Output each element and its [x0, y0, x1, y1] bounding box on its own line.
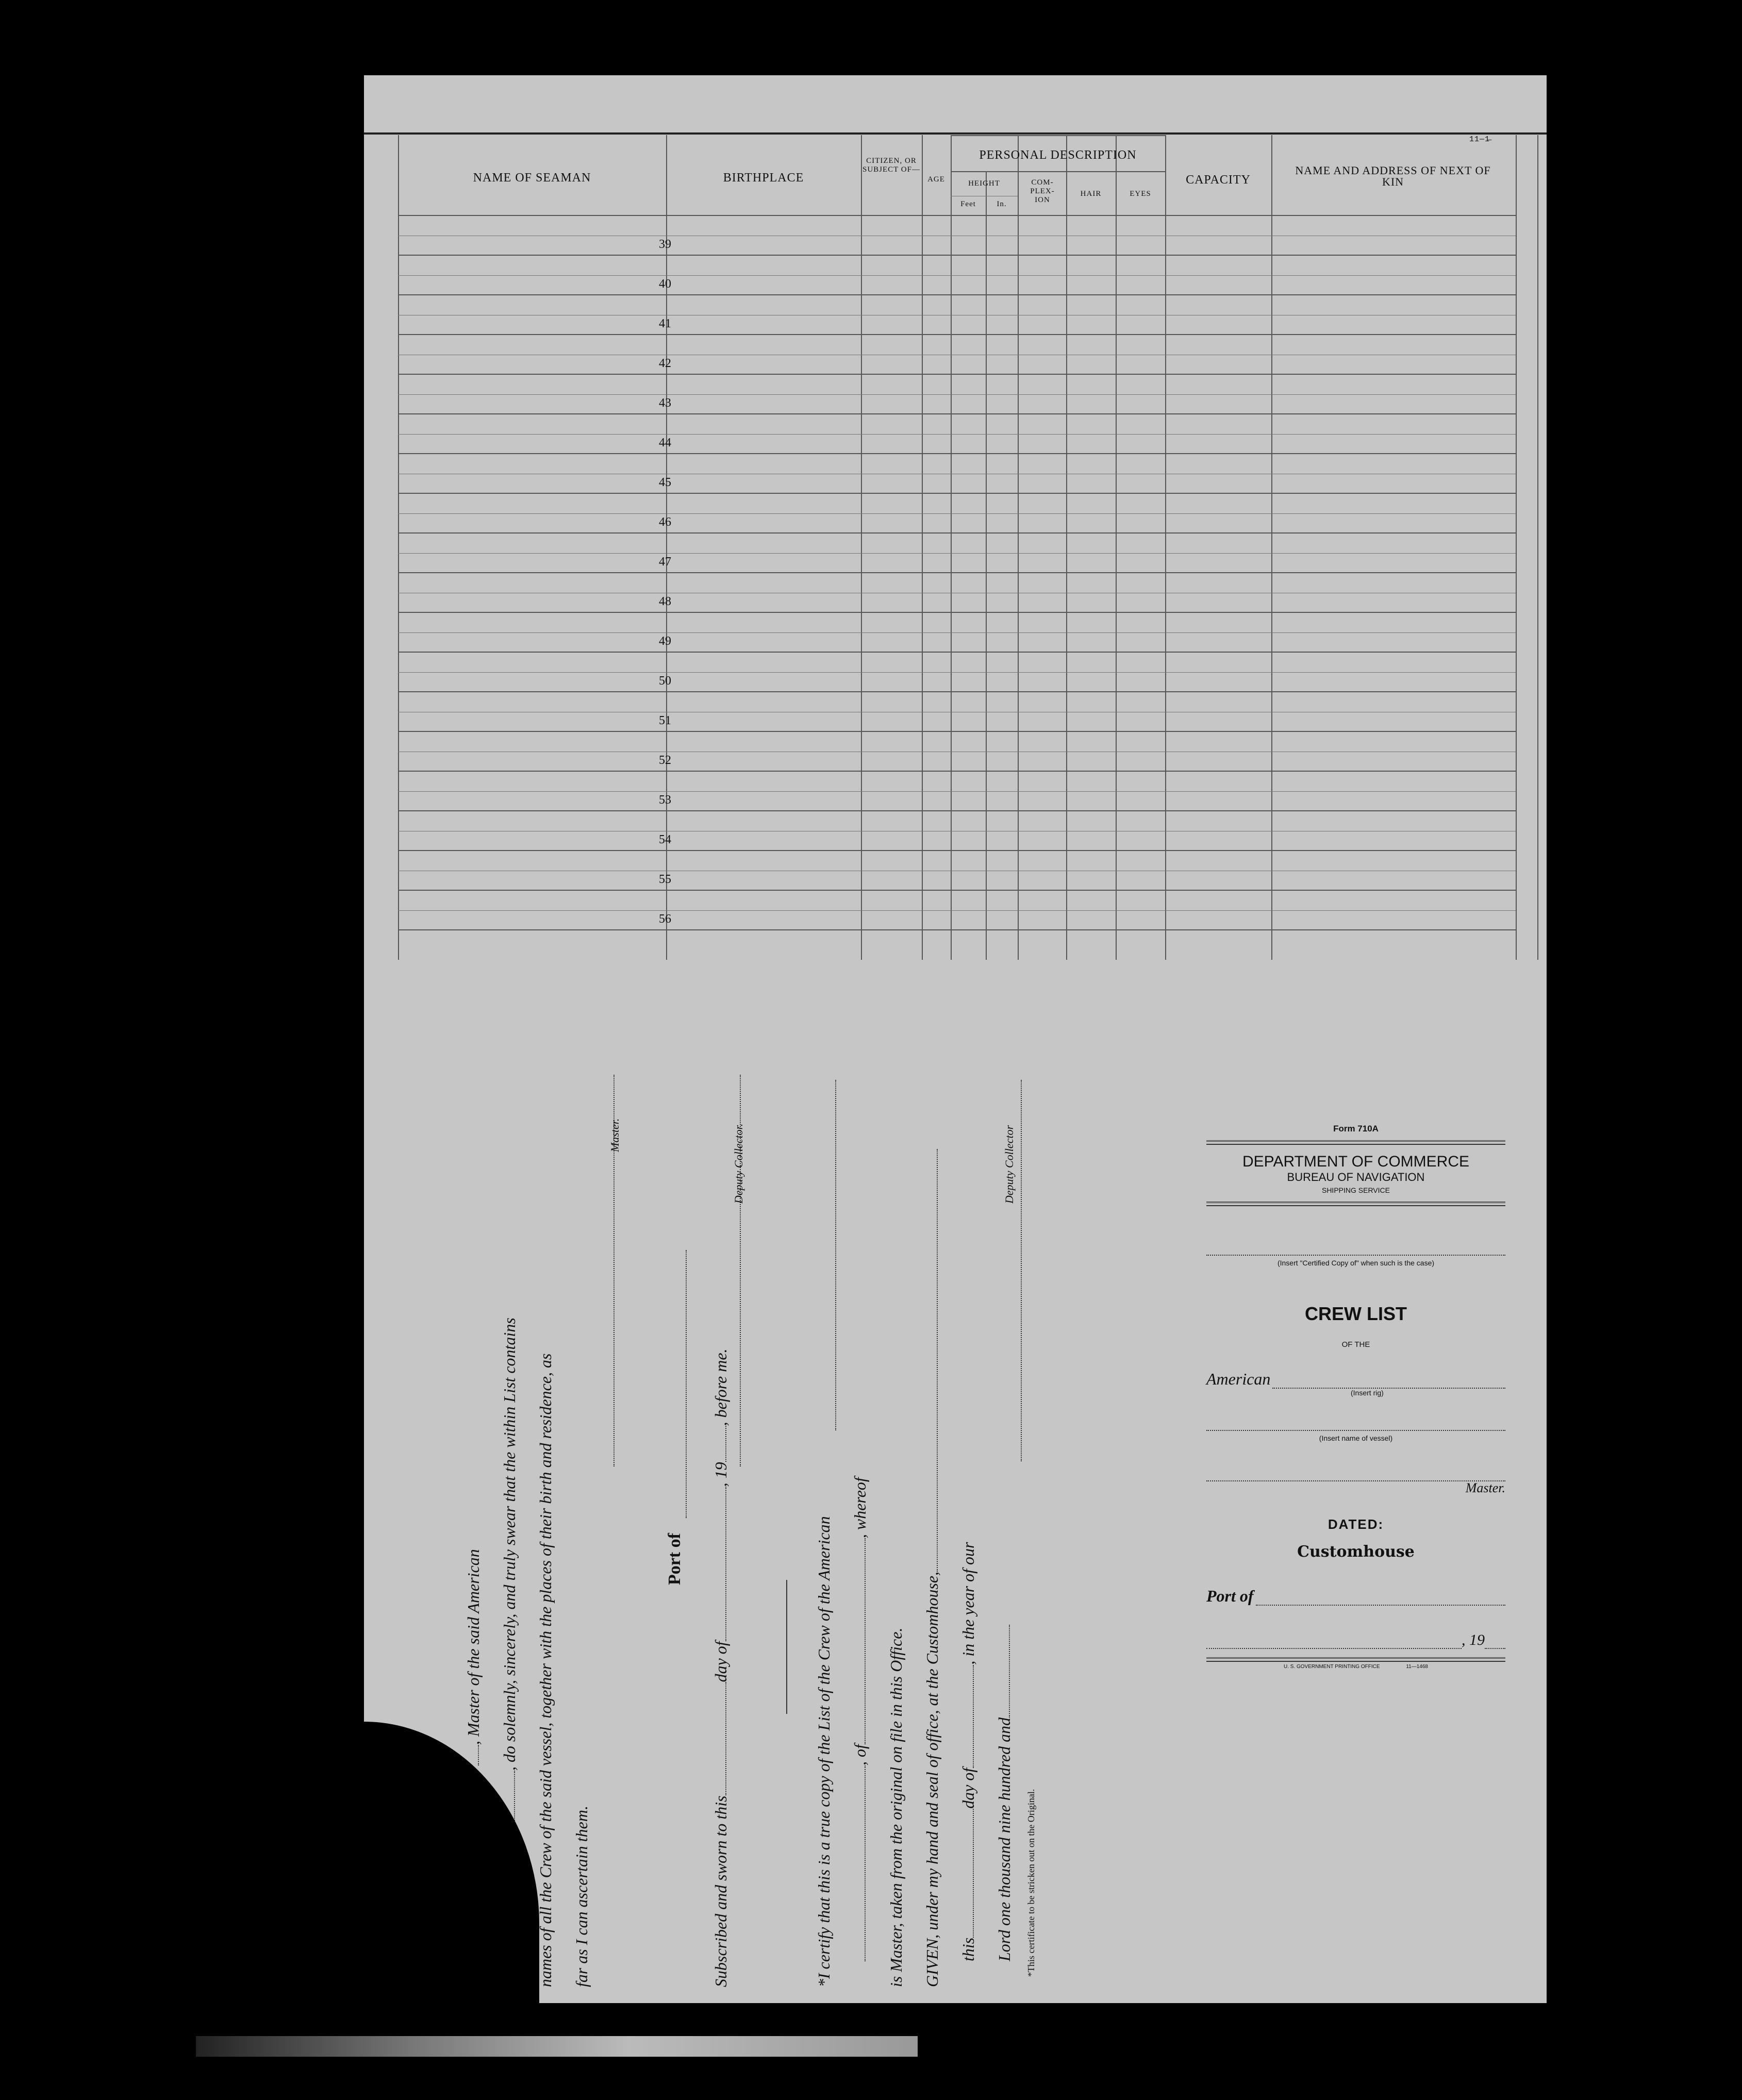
row-number: 40 — [659, 277, 671, 291]
header-inches: In. — [997, 200, 1007, 208]
table-row — [398, 691, 1516, 692]
table-row — [398, 652, 1516, 653]
table-row — [398, 572, 1516, 573]
nineteen-text: , 19 — [711, 1462, 730, 1487]
crew-list-title: CREW LIST — [1305, 1303, 1407, 1324]
cover-panel — [1206, 1124, 1505, 1670]
bottom-double-rule — [1206, 1657, 1505, 1662]
is-master-line: is Master, taken from the original on file in this Office. — [887, 1627, 905, 1987]
subscribed-line — [711, 1348, 731, 1987]
header-citizen: CITIZEN, OR SUBJECT OF— — [862, 157, 920, 174]
date-row — [1206, 1631, 1505, 1649]
deputy-collector-label: Deputy Collector. — [732, 1123, 745, 1204]
header-age: AGE — [927, 175, 945, 184]
table-row — [398, 771, 1516, 772]
header-name-of-seaman: NAME OF SEAMAN — [473, 171, 591, 185]
whereof-text: , whereof — [851, 1477, 869, 1539]
before-me-text: , before me. — [711, 1348, 730, 1426]
deputy-signature-line-2 — [1021, 1080, 1022, 1461]
row-divider — [398, 434, 1516, 435]
row-number: 42 — [659, 357, 671, 370]
insert-vessel-note: (Insert name of vessel) — [1319, 1434, 1393, 1442]
table-row — [398, 294, 1516, 295]
row-divider — [398, 394, 1516, 395]
american-row — [1206, 1370, 1505, 1389]
bureau-title: BUREAU OF NAVIGATION — [1287, 1171, 1425, 1184]
table-row — [398, 532, 1516, 534]
row-number: 50 — [659, 674, 671, 688]
printer-line — [1206, 1664, 1505, 1670]
header-complexion: COM- PLEX- ION — [1030, 178, 1055, 204]
lord-line — [995, 1625, 1014, 1961]
header-feet: Feet — [960, 200, 976, 208]
lord-text: Lord one thousand nine hundred and — [995, 1717, 1014, 1961]
this-text: this — [959, 1937, 977, 1961]
of-line — [851, 1477, 870, 1961]
row-divider — [398, 791, 1516, 792]
table-row — [398, 929, 1516, 930]
oath-text-swear: , do solemnly, sincerely, and truly swear that the within List contains — [500, 1318, 519, 1771]
header-birthplace: BIRTHPLACE — [723, 171, 804, 185]
form-number: Form 710A — [1333, 1124, 1379, 1134]
certify-line: *I certify that this is a true copy of the List of the Crew of the American — [815, 1516, 833, 1987]
row-number: 44 — [659, 436, 671, 449]
oath-line-3: names of all the Crew of the said vessel, together with the places of their birth and residence, as — [536, 1353, 555, 1987]
port-of-line — [686, 1250, 687, 1518]
row-divider — [398, 553, 1516, 554]
header-eyes: EYES — [1130, 190, 1151, 198]
customhouse-label: Customhouse — [1297, 1543, 1415, 1561]
separator-rule — [786, 1580, 787, 1714]
port-of-label-cover: Port of — [1206, 1587, 1254, 1605]
subscribed-text: Subscribed and sworn to this — [711, 1795, 730, 1987]
table-row — [398, 810, 1516, 811]
department-title: DEPARTMENT OF COMMERCE — [1242, 1153, 1470, 1170]
oath-text-master-of: , Master of the said American — [464, 1549, 483, 1745]
american-label: American — [1206, 1370, 1271, 1388]
row-number: 41 — [659, 317, 671, 330]
top-double-rule — [1206, 1140, 1505, 1145]
top-rule — [364, 132, 1547, 135]
vessel-name-line — [1206, 1428, 1505, 1431]
of-the-label: OF THE — [1341, 1340, 1370, 1349]
header-personal-description: PERSONAL DESCRIPTION — [979, 148, 1137, 162]
row-number: 45 — [659, 476, 671, 489]
row-divider — [398, 513, 1516, 514]
table-row — [398, 612, 1516, 613]
this-day-line — [959, 1542, 978, 1961]
row-divider — [398, 672, 1516, 673]
table-row — [398, 413, 1516, 414]
row-number: 56 — [659, 912, 671, 926]
nineteen-label-cover: , 19 — [1462, 1631, 1485, 1648]
table-row — [398, 255, 1516, 256]
certified-copy-line — [1206, 1253, 1505, 1256]
given-text: GIVEN, under my hand and seal of office, at the Customhouse, — [923, 1571, 941, 1987]
row-number: 43 — [659, 396, 671, 410]
header-next-of-kin: NAME AND ADDRESS OF NEXT OF KIN — [1295, 164, 1491, 188]
of-text: , of — [851, 1744, 869, 1765]
certificate-footnote: *This certificate to be stricken out on the Original. — [1026, 1789, 1036, 1977]
oath-block — [443, 1054, 1041, 2008]
printer-name: U. S. GOVERNMENT PRINTING OFFICE — [1284, 1664, 1380, 1670]
header-capacity: CAPACITY — [1186, 173, 1251, 187]
table-row — [398, 453, 1516, 454]
crew-table — [398, 135, 1516, 960]
oath-line-1 — [464, 1549, 483, 1765]
service-title: SHIPPING SERVICE — [1321, 1186, 1390, 1194]
row-number: 51 — [659, 714, 671, 727]
port-of-row — [1206, 1587, 1505, 1606]
scanner-edge — [196, 2036, 918, 2057]
corner-mark: 11—1̶ — [1469, 135, 1490, 144]
row-number: 54 — [659, 833, 671, 846]
certified-copy-note: (Insert "Certified Copy of" when such is the case) — [1277, 1259, 1435, 1267]
table-row — [398, 493, 1516, 494]
row-number: 39 — [659, 238, 671, 251]
row-number: 46 — [659, 515, 671, 529]
table-row — [398, 890, 1516, 891]
second-double-rule — [1206, 1202, 1505, 1206]
oath-line-4: far as I can ascertain them. — [572, 1806, 591, 1987]
row-number: 47 — [659, 555, 671, 569]
row-divider — [398, 632, 1516, 633]
table-row — [398, 850, 1516, 851]
row-number: 53 — [659, 793, 671, 807]
given-line — [923, 1149, 942, 1987]
row-number: 52 — [659, 754, 671, 767]
master-label-cover: Master. — [1465, 1480, 1505, 1495]
master-label: Master. — [608, 1118, 621, 1152]
table-row — [398, 374, 1516, 375]
port-of-label: Port of — [665, 1532, 684, 1585]
row-number: 49 — [659, 635, 671, 648]
header-height: HEIGHT — [968, 179, 1000, 188]
row-divider — [398, 910, 1516, 911]
table-row — [398, 334, 1516, 335]
deputy-collector-label-2: Deputy Collector — [1003, 1125, 1016, 1204]
table-row — [398, 731, 1516, 732]
day-of-text: day of — [711, 1641, 730, 1682]
certify-vessel-line — [835, 1080, 836, 1430]
form-code: 11—1468 — [1406, 1664, 1428, 1670]
dated-label: DATED: — [1328, 1516, 1384, 1532]
insert-rig-note: (Insert rig) — [1351, 1389, 1384, 1397]
row-divider — [398, 275, 1516, 276]
in-the-year-text: , in the year of our — [959, 1542, 977, 1665]
row-number: 55 — [659, 873, 671, 886]
header-hair: HAIR — [1080, 190, 1102, 198]
row-number: 48 — [659, 595, 671, 608]
day-of-text-2: day of — [959, 1768, 977, 1809]
